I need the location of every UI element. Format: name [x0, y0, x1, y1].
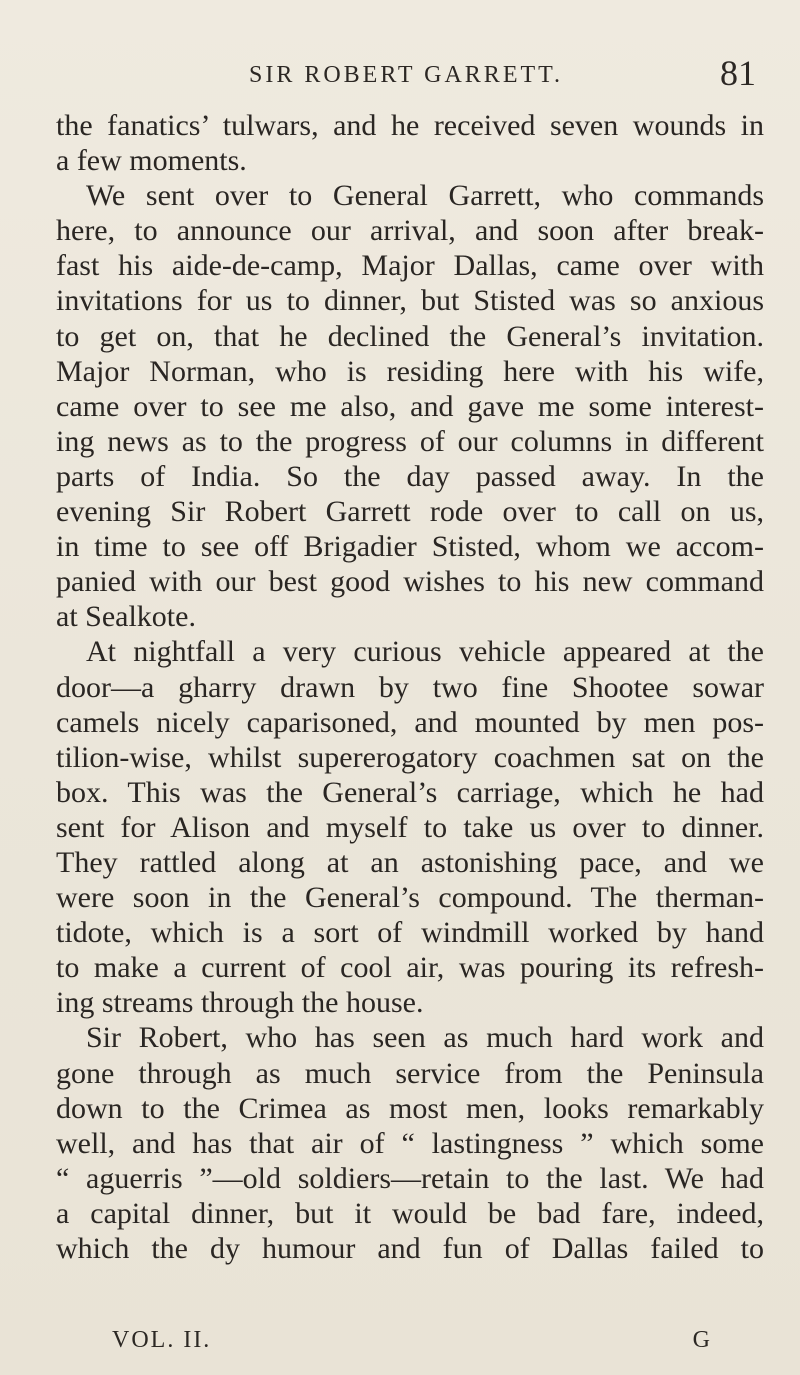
text-line: panied with our best good wishes to his new command — [56, 565, 764, 599]
text-line: came over to see me also, and gave me some interest- — [56, 389, 764, 423]
text-line: to get on, that he declined the General’s invitation. — [56, 319, 764, 353]
running-title: SIR ROBERT GARRETT. — [248, 62, 564, 88]
text-line: in time to see off Brigadier Stisted, whom we accom- — [56, 530, 764, 564]
text-line: At nightfall a very curious vehicle appeared at the — [86, 635, 764, 669]
text-line: gone through as much service from the Peninsula — [56, 1056, 764, 1090]
text-line: “ aguerris ”—old soldiers—retain to the last. We had — [56, 1161, 764, 1195]
text-line: door—a gharry drawn by two fine Shootee sowar — [56, 670, 764, 704]
text-line: tidote, which is a sort of windmill worked by hand — [56, 916, 764, 950]
text-line: well, and has that air of “ lastingness ” which some — [56, 1126, 764, 1160]
text-line: a few moments. — [56, 144, 247, 178]
volume-label: VOL. II. — [112, 1327, 212, 1353]
text-line: to make a current of cool air, was pouring its refresh- — [56, 951, 764, 985]
page-number: 81 — [720, 53, 756, 93]
text-line: the fanatics’ tulwars, and he received seven wounds in — [56, 109, 764, 142]
text-line: parts of India. So the day passed away. In the — [56, 459, 764, 493]
body-text — [56, 108, 764, 1266]
text-line: invitations for us to dinner, but Stisted was so anxious — [56, 284, 764, 318]
text-line: down to the Crimea as most men, looks remarkably — [56, 1091, 764, 1125]
text-line: were soon in the General’s compound. The therman- — [56, 881, 764, 915]
text-line: a capital dinner, but it would be bad fare, indeed, — [56, 1196, 764, 1230]
text-line: box. This was the General’s carriage, which he had — [56, 775, 764, 809]
text-line: They rattled along at an astonishing pace, and we — [56, 845, 764, 879]
text-line: We sent over to General Garrett, who commands — [86, 179, 764, 213]
text-line: ing streams through the house. — [56, 986, 424, 1020]
text-line: Sir Robert, who has seen as much hard work and — [86, 1021, 764, 1055]
text-line: tilion-wise, whilst supererogatory coachmen sat on the — [56, 740, 764, 774]
running-head — [56, 52, 756, 92]
text-line: here, to announce our arrival, and soon after break- — [56, 214, 764, 248]
text-line: which the dy humour and fun of Dallas failed to — [56, 1232, 764, 1265]
text-line: evening Sir Robert Garrett rode over to call on us, — [56, 495, 764, 529]
text-line: sent for Alison and myself to take us over to dinner. — [56, 810, 764, 844]
page-footer — [112, 1327, 712, 1357]
text-line: camels nicely caparisoned, and mounted by men pos- — [56, 705, 764, 739]
signature-mark: G — [692, 1327, 712, 1353]
text-line: fast his aide-de-camp, Major Dallas, came over with — [56, 249, 764, 283]
text-line: at Sealkote. — [56, 600, 196, 634]
text-line: Major Norman, who is residing here with his wife, — [56, 354, 764, 388]
text-line: ing news as to the progress of our columns in different — [56, 424, 764, 458]
